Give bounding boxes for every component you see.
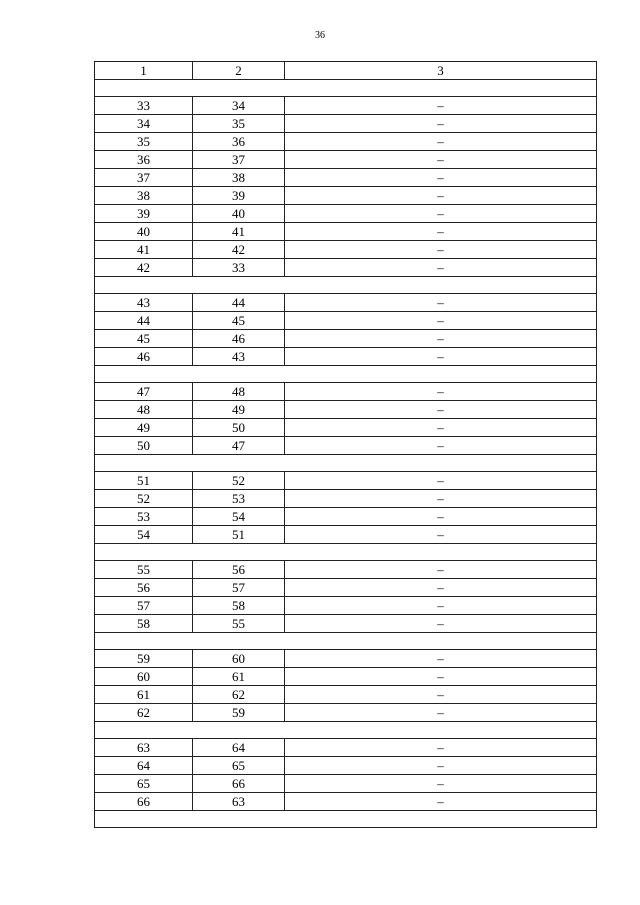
table-cell-col-3: – bbox=[285, 419, 597, 437]
table-row bbox=[95, 793, 597, 811]
table-cell-col-3: – bbox=[285, 151, 597, 169]
table-cell-col-2: 58 bbox=[193, 597, 285, 615]
table-row bbox=[95, 561, 597, 579]
table-cell-col-1: 48 bbox=[95, 401, 193, 419]
table-cell-col-2: 37 bbox=[193, 151, 285, 169]
table-cell-col-3: – bbox=[285, 579, 597, 597]
table-cell-col-2: 35 bbox=[193, 115, 285, 133]
group-separator-cell bbox=[95, 277, 597, 294]
table-body bbox=[95, 62, 597, 828]
table-cell-col-2: 45 bbox=[193, 312, 285, 330]
table-cell-col-1: 54 bbox=[95, 526, 193, 544]
table-cell-col-1: 43 bbox=[95, 294, 193, 312]
table-cell-col-3: – bbox=[285, 508, 597, 526]
table-row bbox=[95, 490, 597, 508]
table-cell-col-3: – bbox=[285, 615, 597, 633]
column-header-3: 3 bbox=[285, 62, 597, 80]
table-row bbox=[95, 650, 597, 668]
column-header-2: 2 bbox=[193, 62, 285, 80]
table-cell-col-2: 33 bbox=[193, 259, 285, 277]
table-row bbox=[95, 312, 597, 330]
group-separator-cell bbox=[95, 811, 597, 828]
table-cell-col-1: 45 bbox=[95, 330, 193, 348]
table-cell-col-2: 42 bbox=[193, 241, 285, 259]
table-row bbox=[95, 739, 597, 757]
table-cell-col-3: – bbox=[285, 704, 597, 722]
group-separator-row bbox=[95, 80, 597, 97]
group-separator-row bbox=[95, 722, 597, 739]
table-row bbox=[95, 115, 597, 133]
table-cell-col-3: – bbox=[285, 775, 597, 793]
table-cell-col-1: 66 bbox=[95, 793, 193, 811]
table-row bbox=[95, 508, 597, 526]
table-cell-col-1: 61 bbox=[95, 686, 193, 704]
table-cell-col-1: 58 bbox=[95, 615, 193, 633]
table-row bbox=[95, 169, 597, 187]
table-cell-col-1: 36 bbox=[95, 151, 193, 169]
table-cell-col-1: 44 bbox=[95, 312, 193, 330]
table-cell-col-3: – bbox=[285, 133, 597, 151]
table-row bbox=[95, 133, 597, 151]
table-cell-col-2: 50 bbox=[193, 419, 285, 437]
table-cell-col-2: 39 bbox=[193, 187, 285, 205]
table-cell-col-2: 44 bbox=[193, 294, 285, 312]
table-cell-col-1: 37 bbox=[95, 169, 193, 187]
table-cell-col-3: – bbox=[285, 437, 597, 455]
group-separator-cell bbox=[95, 544, 597, 561]
table-cell-col-2: 65 bbox=[193, 757, 285, 775]
table-cell-col-3: – bbox=[285, 223, 597, 241]
table-cell-col-3: – bbox=[285, 312, 597, 330]
table-row bbox=[95, 597, 597, 615]
table-cell-col-2: 49 bbox=[193, 401, 285, 419]
table-row bbox=[95, 330, 597, 348]
table-cell-col-3: – bbox=[285, 472, 597, 490]
table-cell-col-1: 64 bbox=[95, 757, 193, 775]
table-row bbox=[95, 526, 597, 544]
table-row bbox=[95, 151, 597, 169]
group-separator-row bbox=[95, 544, 597, 561]
table-cell-col-2: 54 bbox=[193, 508, 285, 526]
group-separator-row bbox=[95, 455, 597, 472]
table-cell-col-3: – bbox=[285, 668, 597, 686]
table-row bbox=[95, 348, 597, 366]
table-cell-col-1: 59 bbox=[95, 650, 193, 668]
table-cell-col-3: – bbox=[285, 490, 597, 508]
table-cell-col-3: – bbox=[285, 330, 597, 348]
table-cell-col-1: 62 bbox=[95, 704, 193, 722]
table-row bbox=[95, 97, 597, 115]
table-cell-col-2: 60 bbox=[193, 650, 285, 668]
table-row bbox=[95, 437, 597, 455]
table-row bbox=[95, 205, 597, 223]
table-cell-col-3: – bbox=[285, 97, 597, 115]
table-cell-col-3: – bbox=[285, 259, 597, 277]
table-cell-col-1: 34 bbox=[95, 115, 193, 133]
table-row bbox=[95, 686, 597, 704]
table-cell-col-3: – bbox=[285, 205, 597, 223]
table-cell-col-3: – bbox=[285, 597, 597, 615]
table-row bbox=[95, 383, 597, 401]
table-cell-col-2: 34 bbox=[193, 97, 285, 115]
table-cell-col-2: 36 bbox=[193, 133, 285, 151]
data-table bbox=[94, 61, 597, 828]
table-cell-col-1: 46 bbox=[95, 348, 193, 366]
table-cell-col-3: – bbox=[285, 294, 597, 312]
table-cell-col-1: 47 bbox=[95, 383, 193, 401]
group-separator-row bbox=[95, 811, 597, 828]
group-separator-cell bbox=[95, 366, 597, 383]
table-row bbox=[95, 241, 597, 259]
table-cell-col-1: 55 bbox=[95, 561, 193, 579]
table-cell-col-1: 33 bbox=[95, 97, 193, 115]
table-row bbox=[95, 775, 597, 793]
table-cell-col-2: 64 bbox=[193, 739, 285, 757]
table-cell-col-2: 48 bbox=[193, 383, 285, 401]
table-row bbox=[95, 615, 597, 633]
table-cell-col-1: 63 bbox=[95, 739, 193, 757]
group-separator-cell bbox=[95, 633, 597, 650]
table-cell-col-3: – bbox=[285, 169, 597, 187]
table-cell-col-3: – bbox=[285, 686, 597, 704]
table-cell-col-1: 40 bbox=[95, 223, 193, 241]
table-cell-col-2: 62 bbox=[193, 686, 285, 704]
table-cell-col-2: 47 bbox=[193, 437, 285, 455]
table-cell-col-2: 56 bbox=[193, 561, 285, 579]
table-row bbox=[95, 579, 597, 597]
table-cell-col-2: 40 bbox=[193, 205, 285, 223]
table-cell-col-1: 49 bbox=[95, 419, 193, 437]
table-row bbox=[95, 757, 597, 775]
table-cell-col-1: 42 bbox=[95, 259, 193, 277]
table-row bbox=[95, 704, 597, 722]
table-row bbox=[95, 668, 597, 686]
table-cell-col-1: 38 bbox=[95, 187, 193, 205]
table-header-row bbox=[95, 62, 597, 80]
group-separator-row bbox=[95, 633, 597, 650]
table-cell-col-2: 63 bbox=[193, 793, 285, 811]
table-cell-col-2: 61 bbox=[193, 668, 285, 686]
group-separator-cell bbox=[95, 80, 597, 97]
group-separator-cell bbox=[95, 455, 597, 472]
table-cell-col-1: 50 bbox=[95, 437, 193, 455]
table-cell-col-1: 60 bbox=[95, 668, 193, 686]
group-separator-row bbox=[95, 277, 597, 294]
table-cell-col-3: – bbox=[285, 739, 597, 757]
table-cell-col-3: – bbox=[285, 383, 597, 401]
table-row bbox=[95, 259, 597, 277]
table-row bbox=[95, 223, 597, 241]
table-cell-col-1: 51 bbox=[95, 472, 193, 490]
table-row bbox=[95, 294, 597, 312]
column-header-1: 1 bbox=[95, 62, 193, 80]
table-cell-col-1: 56 bbox=[95, 579, 193, 597]
table-cell-col-2: 38 bbox=[193, 169, 285, 187]
table-cell-col-3: – bbox=[285, 757, 597, 775]
table-cell-col-3: – bbox=[285, 115, 597, 133]
table-cell-col-2: 52 bbox=[193, 472, 285, 490]
table-cell-col-3: – bbox=[285, 561, 597, 579]
table-cell-col-1: 57 bbox=[95, 597, 193, 615]
group-separator-row bbox=[95, 366, 597, 383]
table-cell-col-2: 43 bbox=[193, 348, 285, 366]
table-cell-col-2: 59 bbox=[193, 704, 285, 722]
table-cell-col-3: – bbox=[285, 348, 597, 366]
table-cell-col-3: – bbox=[285, 793, 597, 811]
table-cell-col-3: – bbox=[285, 241, 597, 259]
table-cell-col-1: 53 bbox=[95, 508, 193, 526]
table-cell-col-2: 55 bbox=[193, 615, 285, 633]
table-cell-col-2: 57 bbox=[193, 579, 285, 597]
table-row bbox=[95, 472, 597, 490]
page-number: 36 bbox=[315, 30, 325, 41]
table-cell-col-3: – bbox=[285, 650, 597, 668]
table-cell-col-2: 53 bbox=[193, 490, 285, 508]
table-cell-col-2: 46 bbox=[193, 330, 285, 348]
table-cell-col-1: 52 bbox=[95, 490, 193, 508]
table-cell-col-1: 41 bbox=[95, 241, 193, 259]
table-cell-col-1: 39 bbox=[95, 205, 193, 223]
table-cell-col-1: 65 bbox=[95, 775, 193, 793]
table-row bbox=[95, 187, 597, 205]
table-cell-col-2: 66 bbox=[193, 775, 285, 793]
table-cell-col-3: – bbox=[285, 187, 597, 205]
table-cell-col-3: – bbox=[285, 526, 597, 544]
table-row bbox=[95, 401, 597, 419]
table-cell-col-2: 51 bbox=[193, 526, 285, 544]
table-cell-col-2: 41 bbox=[193, 223, 285, 241]
table-cell-col-1: 35 bbox=[95, 133, 193, 151]
group-separator-cell bbox=[95, 722, 597, 739]
table-row bbox=[95, 419, 597, 437]
table-cell-col-3: – bbox=[285, 401, 597, 419]
